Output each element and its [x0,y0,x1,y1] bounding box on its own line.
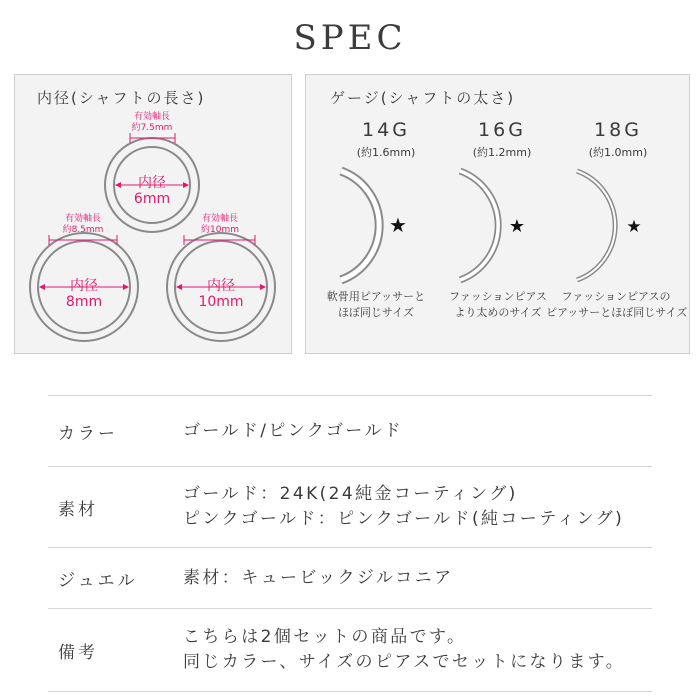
spec-label: 素材 [58,499,98,520]
spec-value [183,548,454,608]
spec-row-jewel [48,547,652,608]
page-title: SPEC [293,18,407,58]
spec-row-notes [48,608,652,692]
inner-diameter-panel [14,74,292,354]
gauge-panel [305,74,690,354]
spec-value-line: こちらは2個セットの商品です。 [183,627,467,647]
desc-line: ほぼ同じサイズ [337,306,415,319]
gauge-14g-arc [341,171,407,280]
diameter-label: 内径 [70,278,98,294]
star-icon: ★ [508,216,526,237]
desc-line: ピアッサーとほぼ同じサイズ [546,306,688,319]
desc-line: ファッションピアスの [561,290,671,303]
diameter-value: 8mm [65,294,103,310]
spec-value [183,467,624,547]
gauge-mm: (約1.0mm) [588,146,648,159]
diameter-value: 10mm [198,294,244,310]
ring-2-diameter [54,278,114,310]
desc-line: より太めのサイズ [454,306,542,319]
star-icon: ★ [626,217,642,237]
gauge-mm: (約1.6mm) [356,146,416,159]
effective-length-value: 約7.5mm [131,123,173,133]
effective-length-label: 有効軸長 [64,214,101,224]
gauge-name: 14G [362,119,410,141]
ring-2-effective-length [53,214,113,236]
spec-value-line: ピンクゴールド：ピンクゴールド(純コーティング) [183,509,625,529]
ring-1-effective-length [122,112,182,134]
spec-row-material [48,466,652,547]
effective-length-value: 約8.5mm [62,225,104,235]
gauge-name: 16G [478,119,526,141]
spec-value-line: ゴールド/ピンクゴールド [183,420,404,441]
diameter-value: 6mm [133,191,171,207]
gauge-title: ゲージ(シャフトの太さ) [330,89,516,107]
spec-table [48,395,652,692]
ring-3-diameter [191,278,251,310]
effective-length-value: 約10mm [201,225,239,235]
spec-row-color [48,395,652,466]
effective-length-label: 有効軸長 [201,214,238,224]
ring-3-effective-length [190,214,250,236]
gauge-16g-arc [460,171,525,280]
star-icon: ★ [389,213,407,237]
spec-label: 備考 [58,642,98,663]
spec-value-line: 素材：キュービックジルコニア [183,567,454,588]
spec-value-line: 同じカラー、サイズのピアスでセットになります。 [183,652,626,672]
desc-line: ファッションピアス [448,290,548,303]
spec-value [183,396,403,466]
spec-label: カラー [58,423,118,444]
gauge-mm: (約1.2mm) [472,146,532,159]
gauge-18g-arc [577,171,642,280]
spec-value [183,609,625,691]
gauge-16g-desc [436,289,560,321]
diameter-label: 内径 [138,175,166,191]
inner-diameter-title: 内径(シャフトの長さ) [37,89,206,107]
diameter-label: 内径 [207,278,235,294]
gauge-name: 18G [594,119,642,141]
spec-value-line: ゴールド：24K(24純金コーティング) [183,484,518,504]
effective-length-label: 有効軸長 [133,112,170,122]
desc-line: 軟骨用ピアッサーと [326,290,426,303]
spec-label: ジュエル [58,570,138,591]
ring-1-diameter [122,175,182,207]
gauge-18g-desc [546,289,686,321]
gauge-14g-desc [314,289,438,321]
